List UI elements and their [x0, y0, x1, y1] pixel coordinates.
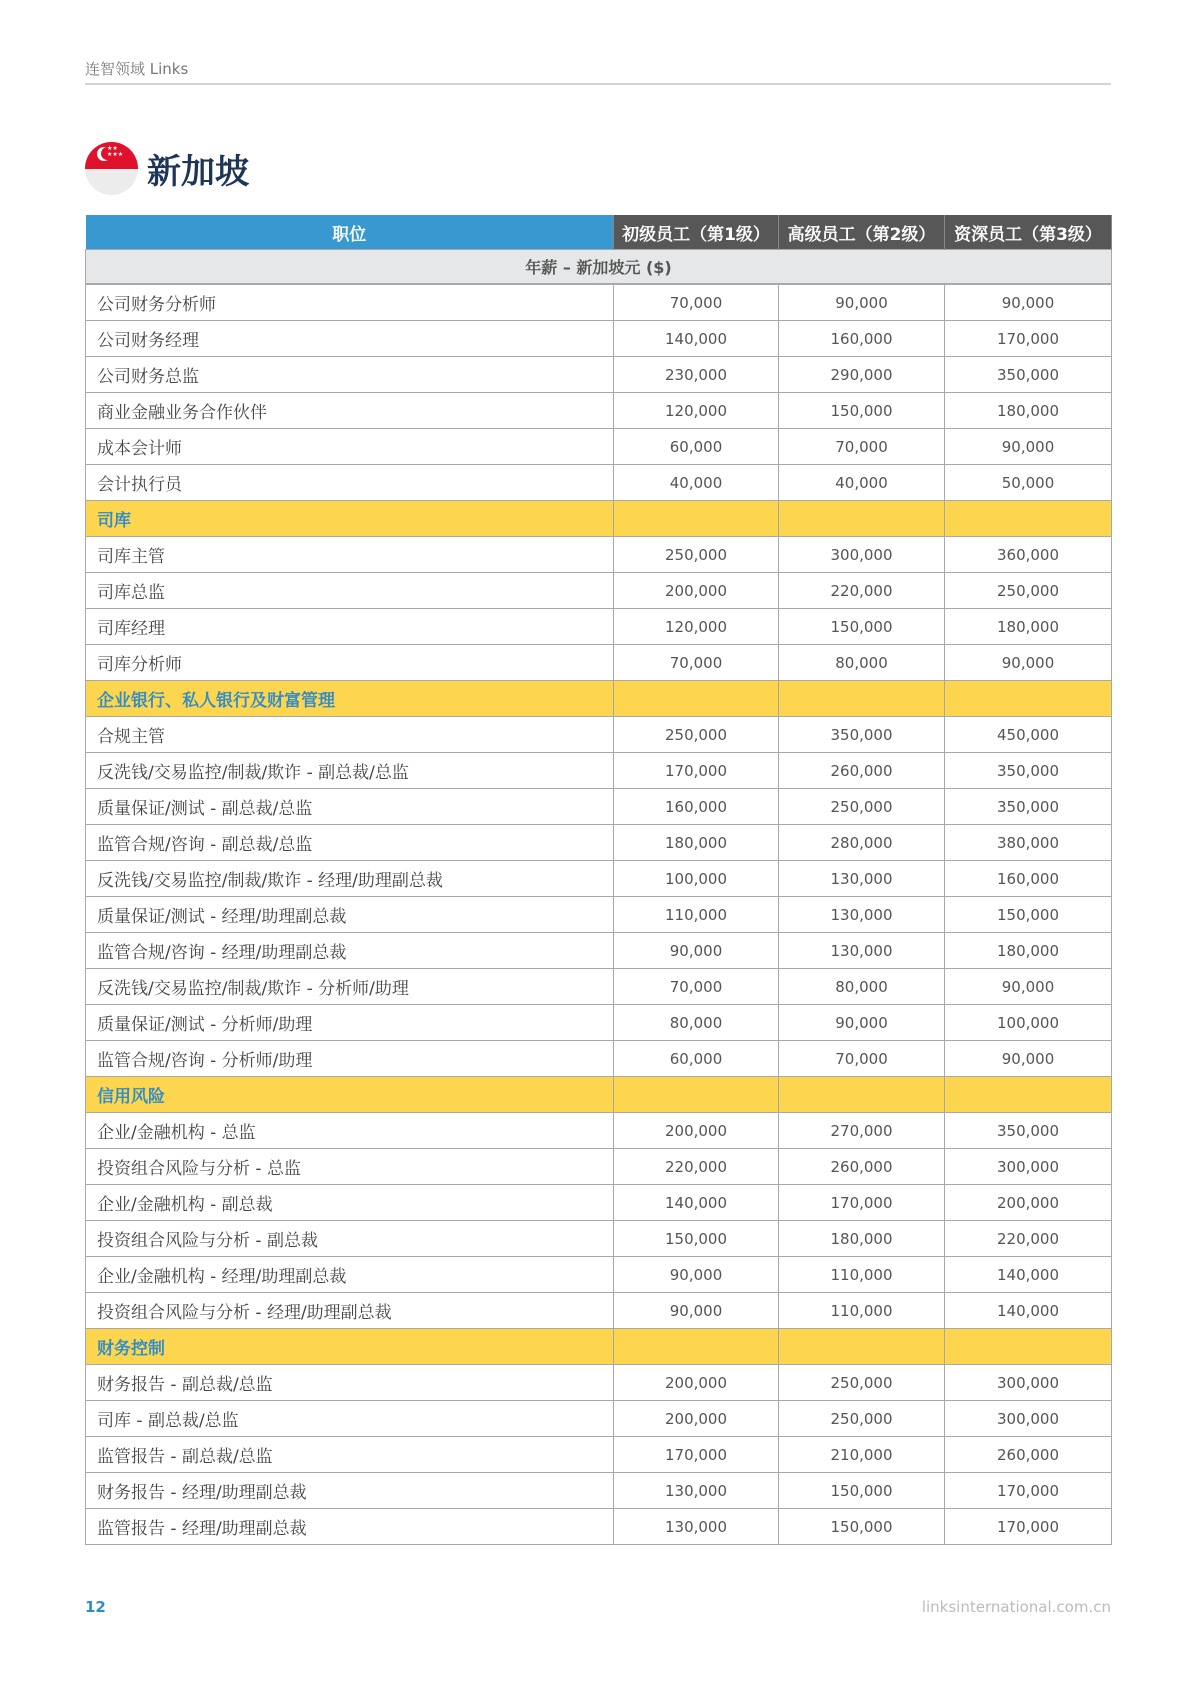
salary-level-3-cell: 380,000 [945, 825, 1112, 861]
header-divider [85, 83, 1111, 85]
salary-level-1-cell: 150,000 [614, 1221, 779, 1257]
position-cell: 反洗钱/交易监控/制裁/欺诈 - 副总裁/总监 [86, 753, 614, 789]
table-row [86, 969, 1112, 1005]
position-cell: 企业/金融机构 - 经理/助理副总裁 [86, 1257, 614, 1293]
salary-level-2-cell: 80,000 [779, 969, 945, 1005]
salary-level-1-cell: 120,000 [614, 393, 779, 429]
salary-level-3-cell: 350,000 [945, 753, 1112, 789]
salary-level-1-cell [614, 681, 779, 717]
position-cell: 质量保证/测试 - 经理/助理副总裁 [86, 897, 614, 933]
salary-level-1-cell: 140,000 [614, 321, 779, 357]
salary-level-1-cell: 70,000 [614, 645, 779, 681]
salary-level-2-cell: 150,000 [779, 1509, 945, 1545]
salary-level-2-cell: 280,000 [779, 825, 945, 861]
position-cell: 司库总监 [86, 573, 614, 609]
salary-level-1-cell: 220,000 [614, 1149, 779, 1185]
table-row [86, 933, 1112, 969]
table-row [86, 1257, 1112, 1293]
table-row [86, 1509, 1112, 1545]
position-cell: 商业金融业务合作伙伴 [86, 393, 614, 429]
table-row [86, 861, 1112, 897]
salary-level-2-cell: 70,000 [779, 429, 945, 465]
website-link[interactable]: linksinternational.com.cn [921, 1598, 1111, 1616]
salary-level-3-cell: 300,000 [945, 1149, 1112, 1185]
table-row [86, 284, 1112, 321]
salary-level-1-cell: 200,000 [614, 573, 779, 609]
salary-level-1-cell: 70,000 [614, 284, 779, 321]
salary-level-1-cell: 170,000 [614, 753, 779, 789]
position-cell: 司库 - 副总裁/总监 [86, 1401, 614, 1437]
salary-level-2-cell [779, 1329, 945, 1365]
salary-level-3-cell [945, 1077, 1112, 1113]
salary-level-1-cell: 230,000 [614, 357, 779, 393]
table-row [86, 1005, 1112, 1041]
salary-level-2-cell: 110,000 [779, 1257, 945, 1293]
salary-level-2-cell: 40,000 [779, 465, 945, 501]
salary-level-2-cell: 250,000 [779, 789, 945, 825]
salary-level-2-cell: 110,000 [779, 1293, 945, 1329]
salary-level-2-cell: 210,000 [779, 1437, 945, 1473]
salary-level-3-cell [945, 501, 1112, 537]
salary-level-3-cell: 160,000 [945, 861, 1112, 897]
salary-level-1-cell: 250,000 [614, 537, 779, 573]
salary-level-3-cell: 180,000 [945, 393, 1112, 429]
salary-level-3-cell: 100,000 [945, 1005, 1112, 1041]
salary-level-1-cell: 140,000 [614, 1185, 779, 1221]
salary-level-3-cell: 260,000 [945, 1437, 1112, 1473]
salary-level-3-cell: 350,000 [945, 1113, 1112, 1149]
salary-level-1-cell: 170,000 [614, 1437, 779, 1473]
table-row [86, 357, 1112, 393]
salary-level-1-cell: 130,000 [614, 1509, 779, 1545]
salary-level-3-cell: 140,000 [945, 1293, 1112, 1329]
salary-level-3-cell: 150,000 [945, 897, 1112, 933]
table-row [86, 1113, 1112, 1149]
table-row [86, 321, 1112, 357]
position-cell: 监管合规/咨询 - 经理/助理副总裁 [86, 933, 614, 969]
salary-level-1-cell: 200,000 [614, 1113, 779, 1149]
salary-level-1-cell: 110,000 [614, 897, 779, 933]
table-row [86, 1293, 1112, 1329]
position-cell: 投资组合风险与分析 - 总监 [86, 1149, 614, 1185]
section-title: 司库 [86, 501, 614, 537]
salary-level-2-cell: 130,000 [779, 861, 945, 897]
salary-level-3-cell: 90,000 [945, 429, 1112, 465]
salary-level-2-cell: 130,000 [779, 897, 945, 933]
salary-level-3-cell: 220,000 [945, 1221, 1112, 1257]
position-cell: 公司财务分析师 [86, 284, 614, 321]
position-cell: 司库分析师 [86, 645, 614, 681]
salary-level-2-cell: 290,000 [779, 357, 945, 393]
salary-level-3-cell: 140,000 [945, 1257, 1112, 1293]
salary-level-2-cell: 270,000 [779, 1113, 945, 1149]
section-title: 财务控制 [86, 1329, 614, 1365]
salary-level-3-cell: 90,000 [945, 284, 1112, 321]
section-row [86, 681, 1112, 717]
table-row [86, 537, 1112, 573]
salary-level-3-cell: 350,000 [945, 789, 1112, 825]
salary-level-1-cell: 90,000 [614, 1257, 779, 1293]
position-cell: 投资组合风险与分析 - 经理/助理副总裁 [86, 1293, 614, 1329]
salary-level-3-cell: 170,000 [945, 1509, 1112, 1545]
table-row [86, 1041, 1112, 1077]
salary-level-1-cell: 80,000 [614, 1005, 779, 1041]
salary-level-3-cell: 300,000 [945, 1401, 1112, 1437]
salary-level-3-cell: 250,000 [945, 573, 1112, 609]
salary-level-1-cell: 70,000 [614, 969, 779, 1005]
salary-level-3-cell: 180,000 [945, 609, 1112, 645]
salary-level-1-cell [614, 1077, 779, 1113]
salary-level-1-cell: 200,000 [614, 1365, 779, 1401]
salary-level-2-cell: 260,000 [779, 753, 945, 789]
salary-level-1-cell: 90,000 [614, 933, 779, 969]
salary-level-1-cell: 120,000 [614, 609, 779, 645]
salary-level-2-cell [779, 501, 945, 537]
section-title: 企业银行、私人银行及财富管理 [86, 681, 614, 717]
position-cell: 监管合规/咨询 - 分析师/助理 [86, 1041, 614, 1077]
position-cell: 会计执行员 [86, 465, 614, 501]
salary-level-1-cell: 60,000 [614, 429, 779, 465]
table-subheader-row [86, 250, 1112, 285]
table-row [86, 897, 1112, 933]
table-row [86, 717, 1112, 753]
table-row [86, 429, 1112, 465]
salary-level-3-cell: 200,000 [945, 1185, 1112, 1221]
position-cell: 质量保证/测试 - 副总裁/总监 [86, 789, 614, 825]
salary-level-3-cell [945, 681, 1112, 717]
position-cell: 反洗钱/交易监控/制裁/欺诈 - 分析师/助理 [86, 969, 614, 1005]
salary-currency-subheader: 年薪 – 新加坡元 ($) [86, 250, 1112, 285]
salary-level-1-cell [614, 501, 779, 537]
position-cell: 监管报告 - 经理/助理副总裁 [86, 1509, 614, 1545]
position-cell: 监管报告 - 副总裁/总监 [86, 1437, 614, 1473]
salary-level-1-cell: 200,000 [614, 1401, 779, 1437]
salary-level-3-cell: 360,000 [945, 537, 1112, 573]
table-row [86, 645, 1112, 681]
position-cell: 公司财务总监 [86, 357, 614, 393]
salary-level-2-cell: 170,000 [779, 1185, 945, 1221]
position-cell: 司库主管 [86, 537, 614, 573]
table-row [86, 609, 1112, 645]
position-cell: 投资组合风险与分析 - 副总裁 [86, 1221, 614, 1257]
salary-level-2-cell: 220,000 [779, 573, 945, 609]
salary-level-2-cell: 250,000 [779, 1365, 945, 1401]
position-cell: 财务报告 - 经理/助理副总裁 [86, 1473, 614, 1509]
position-cell: 成本会计师 [86, 429, 614, 465]
salary-level-2-cell: 80,000 [779, 645, 945, 681]
section-title: 信用风险 [86, 1077, 614, 1113]
table-row [86, 393, 1112, 429]
salary-level-3-cell: 450,000 [945, 717, 1112, 753]
salary-level-3-cell: 50,000 [945, 465, 1112, 501]
salary-level-3-cell: 90,000 [945, 645, 1112, 681]
section-row [86, 501, 1112, 537]
position-cell: 监管合规/咨询 - 副总裁/总监 [86, 825, 614, 861]
salary-table [85, 215, 1112, 1545]
header-level-1: 初级员工（第1级） [614, 215, 779, 250]
salary-level-3-cell: 90,000 [945, 1041, 1112, 1077]
table-row [86, 753, 1112, 789]
section-row [86, 1077, 1112, 1113]
salary-level-3-cell: 350,000 [945, 357, 1112, 393]
position-cell: 合规主管 [86, 717, 614, 753]
salary-level-3-cell: 170,000 [945, 1473, 1112, 1509]
page-title: 新加坡 [147, 152, 249, 192]
table-row [86, 1473, 1112, 1509]
singapore-flag-icon: ★★ ★★★ [85, 142, 138, 195]
position-cell: 财务报告 - 副总裁/总监 [86, 1365, 614, 1401]
salary-level-2-cell: 150,000 [779, 1473, 945, 1509]
salary-level-1-cell [614, 1329, 779, 1365]
salary-level-1-cell: 40,000 [614, 465, 779, 501]
salary-level-2-cell: 300,000 [779, 537, 945, 573]
table-row [86, 1149, 1112, 1185]
table-row [86, 1437, 1112, 1473]
position-cell: 企业/金融机构 - 副总裁 [86, 1185, 614, 1221]
salary-level-3-cell: 300,000 [945, 1365, 1112, 1401]
brand-header: 连智领域 Links [85, 60, 189, 78]
table-row [86, 825, 1112, 861]
position-cell: 公司财务经理 [86, 321, 614, 357]
position-cell: 反洗钱/交易监控/制裁/欺诈 - 经理/助理副总裁 [86, 861, 614, 897]
table-row [86, 1365, 1112, 1401]
section-row [86, 1329, 1112, 1365]
header-position: 职位 [86, 215, 614, 250]
table-body [86, 284, 1112, 1545]
table-header-row [86, 215, 1112, 250]
salary-level-2-cell: 150,000 [779, 609, 945, 645]
table-row [86, 573, 1112, 609]
salary-level-2-cell: 130,000 [779, 933, 945, 969]
header-level-2: 高级员工（第2级） [779, 215, 945, 250]
salary-level-1-cell: 180,000 [614, 825, 779, 861]
position-cell: 质量保证/测试 - 分析师/助理 [86, 1005, 614, 1041]
salary-level-2-cell: 150,000 [779, 393, 945, 429]
table-row [86, 789, 1112, 825]
table-row [86, 1401, 1112, 1437]
salary-level-1-cell: 160,000 [614, 789, 779, 825]
salary-level-2-cell: 250,000 [779, 1401, 945, 1437]
salary-level-2-cell: 70,000 [779, 1041, 945, 1077]
salary-level-1-cell: 130,000 [614, 1473, 779, 1509]
table-row [86, 1221, 1112, 1257]
page-number: 12 [85, 1598, 106, 1616]
salary-level-2-cell: 90,000 [779, 1005, 945, 1041]
salary-level-2-cell: 350,000 [779, 717, 945, 753]
salary-level-2-cell: 260,000 [779, 1149, 945, 1185]
salary-level-2-cell: 180,000 [779, 1221, 945, 1257]
salary-level-3-cell: 180,000 [945, 933, 1112, 969]
salary-level-2-cell [779, 1077, 945, 1113]
table-row [86, 465, 1112, 501]
header-level-3: 资深员工（第3级） [945, 215, 1112, 250]
salary-level-2-cell [779, 681, 945, 717]
salary-level-2-cell: 160,000 [779, 321, 945, 357]
salary-level-1-cell: 60,000 [614, 1041, 779, 1077]
salary-level-3-cell: 170,000 [945, 321, 1112, 357]
salary-level-2-cell: 90,000 [779, 284, 945, 321]
salary-level-1-cell: 100,000 [614, 861, 779, 897]
table-row [86, 1185, 1112, 1221]
salary-level-3-cell [945, 1329, 1112, 1365]
salary-level-1-cell: 250,000 [614, 717, 779, 753]
salary-level-3-cell: 90,000 [945, 969, 1112, 1005]
position-cell: 企业/金融机构 - 总监 [86, 1113, 614, 1149]
position-cell: 司库经理 [86, 609, 614, 645]
salary-level-1-cell: 90,000 [614, 1293, 779, 1329]
